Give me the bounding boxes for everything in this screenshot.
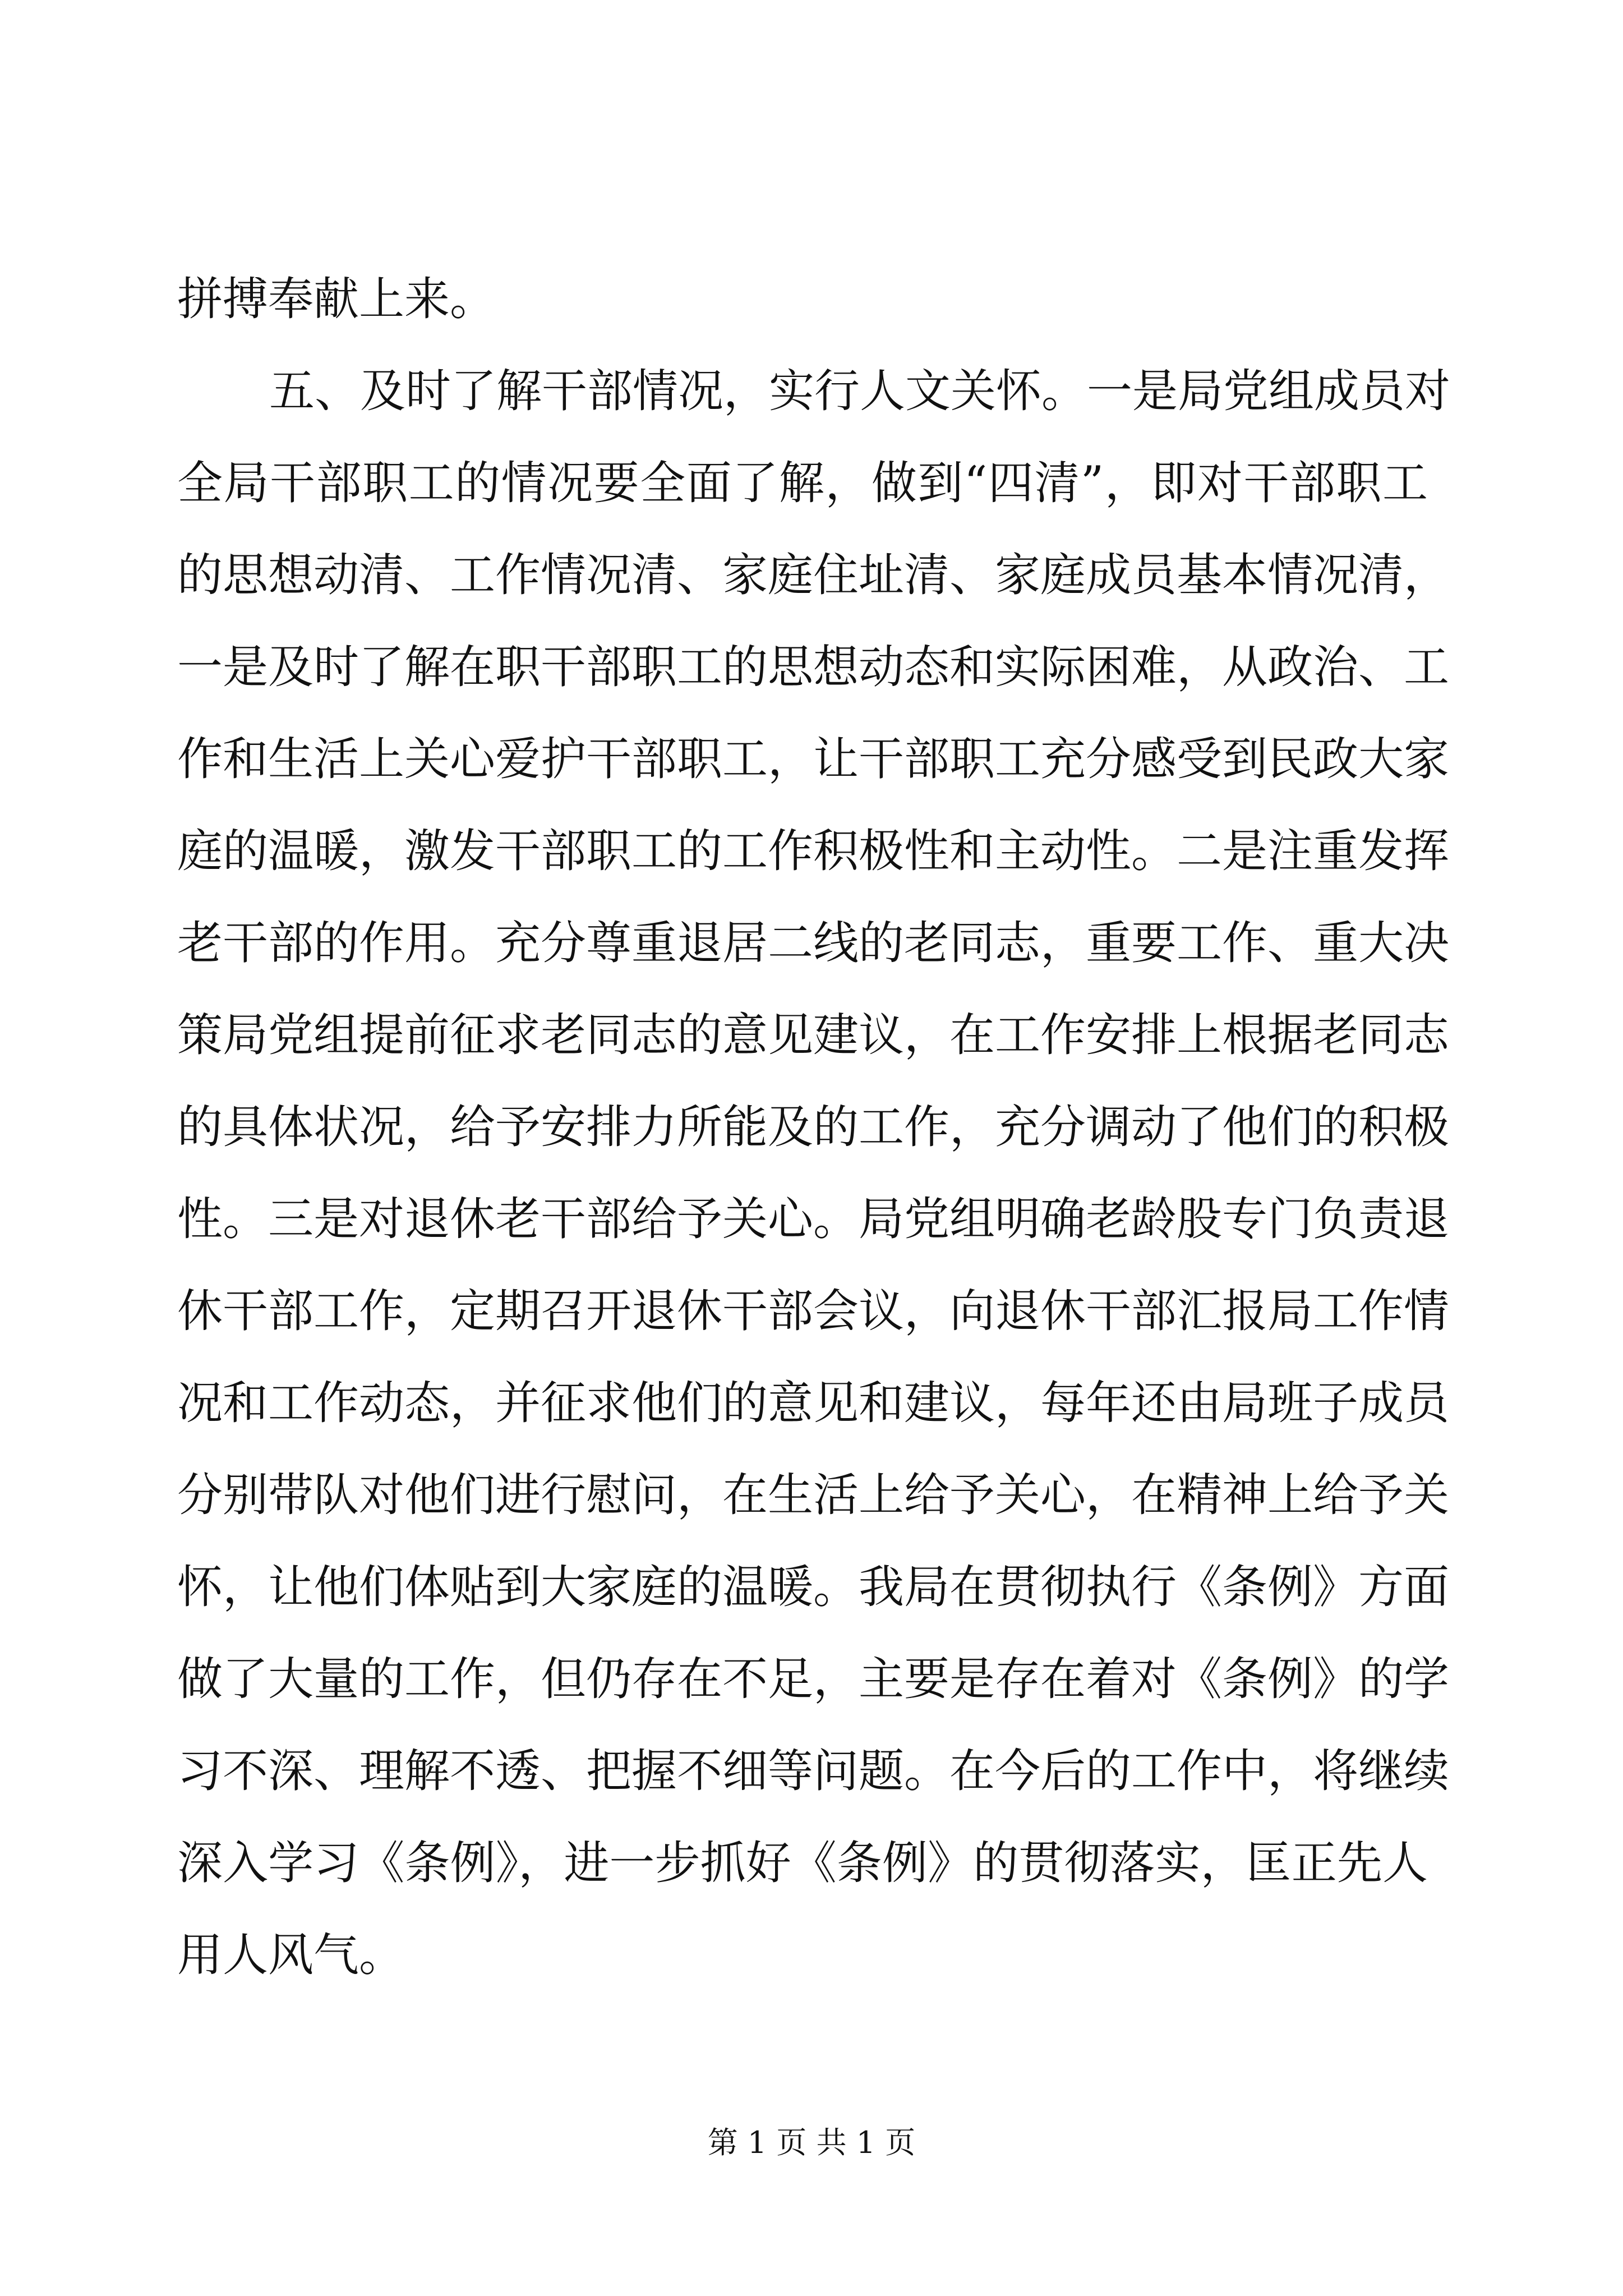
text-line: 怀，让他们体贴到大家庭的温暖。我局在贯彻执行《条例》方面 [177, 1561, 1450, 1614]
text-line: 用人风气。 [177, 1929, 405, 1982]
text-line: 性。三是对退休老干部给予关心。局党组明确老龄股专门负责退 [177, 1193, 1450, 1246]
text-line: 做了大量的工作，但仍存在不足，主要是存在着对《条例》的学 [177, 1653, 1450, 1706]
text-line: 五、及时了解干部情况，实行人文关怀。一是局党组成员对 [269, 365, 1451, 418]
text-line: 深入学习《条例》，进一步抓好《条例》的贯彻落实，匡正先人 [177, 1837, 1428, 1890]
text-line: 全局干部职工的情况要全面了解，做到“四清”，即对干部职工 [177, 457, 1428, 510]
text-line: 分别带队对他们进行慰问，在生活上给予关心，在精神上给予关 [177, 1469, 1450, 1522]
text-line: 老干部的作用。充分尊重退居二线的老同志，重要工作、重大决 [177, 917, 1450, 970]
text-line: 习不深、理解不透、把握不细等问题。在今后的工作中，将继续 [177, 1745, 1450, 1798]
text-line: 庭的温暖，激发干部职工的工作积极性和主动性。二是注重发挥 [177, 825, 1450, 878]
text-line: 休干部工作，定期召开退休干部会议，向退休干部汇报局工作情 [177, 1285, 1450, 1338]
text-line: 拼搏奉献上来。 [177, 273, 496, 326]
text-line: 一是及时了解在职干部职工的思想动态和实际困难，从政治、工 [177, 641, 1450, 694]
text-line: 的具体状况，给予安排力所能及的工作，充分调动了他们的积极 [177, 1101, 1450, 1154]
page-footer: 第 1 页 共 1 页 [707, 2125, 916, 2160]
text-line: 的思想动清、工作情况清、家庭住址清、家庭成员基本情况清， [177, 549, 1450, 602]
text-line: 作和生活上关心爱护干部职工，让干部职工充分感受到民政大家 [177, 733, 1450, 786]
text-line: 策局党组提前征求老同志的意见建议，在工作安排上根据老同志 [177, 1009, 1450, 1062]
text-line: 况和工作动态，并征求他们的意见和建议，每年还由局班子成员 [177, 1377, 1450, 1430]
